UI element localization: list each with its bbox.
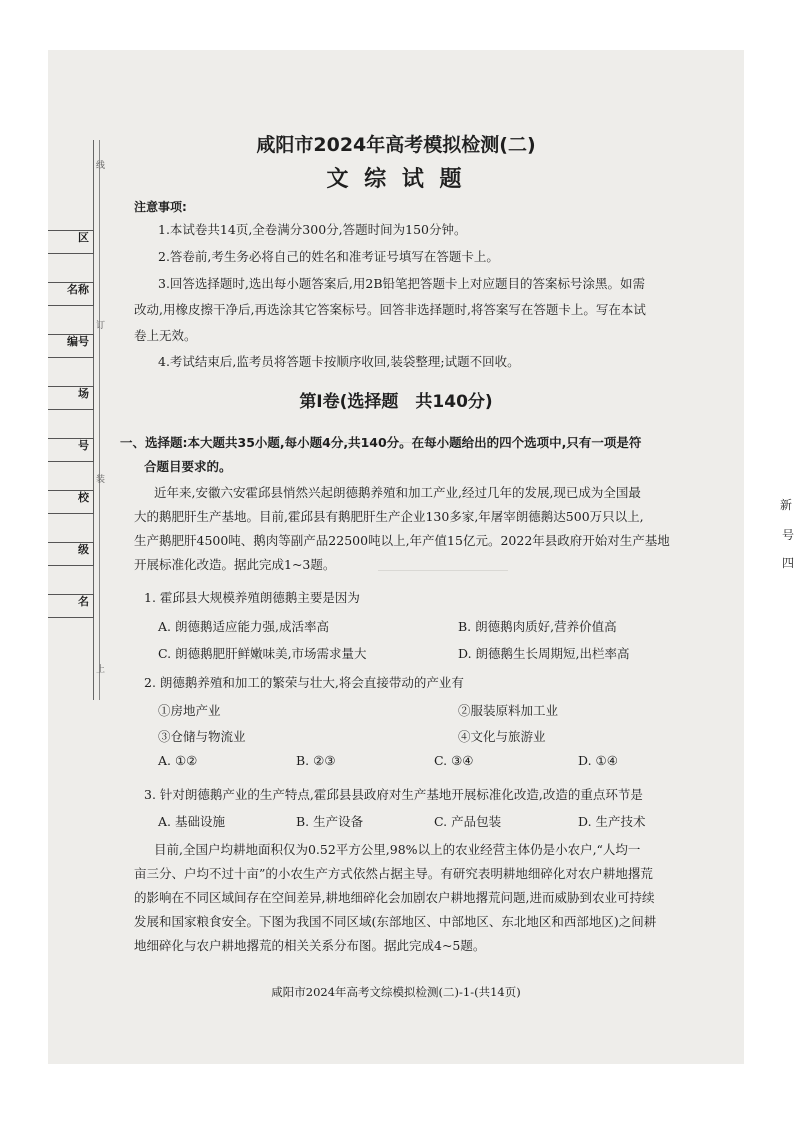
passage-line: 开展标准化改造。据此完成1~3题。	[134, 557, 336, 572]
passage-line: 生产鹅肥肝4500吨、鹅肉等副产品22500吨以上,年产值15亿元。2022年县政府开始对生产基地	[134, 533, 670, 548]
option-item: A. ①②	[158, 753, 198, 768]
edge-mark: 号	[782, 528, 794, 542]
passage-line: 地细碎化与农户耕地撂荒的相关关系分布图。据此完成4~5题。	[134, 938, 486, 953]
option-item: B. 朗德鹅肉质好,营养价值高	[458, 619, 617, 634]
passage-line: 目前,全国户均耕地面积仅为0.52平方公里,98%以上的农业经营主体仍是小农户,“人均一	[154, 842, 641, 857]
binding-label: 校	[48, 490, 94, 514]
option-item: A. 朗德鹅适应能力强,成活率高	[158, 619, 329, 634]
note-line: 1.本试卷共14页,全卷满分300分,答题时间为150分钟。	[158, 222, 467, 237]
option-item: D. 朗德鹅生长周期短,出栏率高	[458, 646, 630, 661]
passage-line: 的影响在不同区域间存在空间差异,耕地细碎化会加剧农户耕地撂荒问题,进而威胁到农业可持续	[134, 890, 655, 905]
question-stem: 2. 朗德鹅养殖和加工的繁荣与壮大,将会直接带动的产业有	[144, 675, 464, 690]
binding-mark: 订	[96, 321, 106, 331]
binding-line	[99, 140, 100, 700]
question-stem: 3. 针对朗德鹅产业的生产特点,霍邱县县政府对生产基地开展标准化改造,改造的重点环节是	[144, 787, 643, 802]
option-item: B. 生产设备	[296, 814, 364, 829]
note-line: 改动,用橡皮擦干净后,再选涂其它答案标号。回答非选择题时,将答案写在答题卡上。写在本试	[134, 302, 646, 317]
note-line: 4.考试结束后,监考员将答题卡按顺序收回,装袋整理;试题不回收。	[158, 354, 520, 369]
note-line: 卷上无效。	[134, 328, 197, 343]
binding-mark: 上	[96, 665, 106, 675]
passage-line: 亩三分、户均不过十亩”的小农生产方式依然占据主导。有研究表明耕地细碎化对农户耕地撂荒	[134, 866, 653, 881]
list-item: ②服装原料加工业	[458, 703, 559, 718]
option-item: D. ①④	[578, 753, 618, 768]
list-item: ①房地产业	[158, 703, 221, 718]
show-through-line	[378, 570, 508, 571]
passage-line: 大的鹅肥肝生产基地。目前,霍邱县有鹅肥肝生产企业130多家,年屠宰朗德鹅达500万只以上,	[134, 509, 644, 524]
page-title: 咸阳市2024年高考模拟检测(二)	[256, 134, 536, 156]
binding-label: 编号	[48, 334, 94, 358]
binding-label: 名称	[48, 282, 94, 306]
binding-label: 号	[48, 438, 94, 462]
list-item: ③仓储与物流业	[158, 729, 246, 744]
part-header-line: 合题目要求的。	[144, 459, 232, 474]
option-item: C. 产品包装	[434, 814, 502, 829]
binding-label: 级	[48, 542, 94, 566]
edge-mark: 四	[782, 556, 794, 570]
page-footer: 咸阳市2024年高考文综模拟检测(二)-1-(共14页)	[271, 985, 521, 999]
option-item: B. ②③	[296, 753, 336, 768]
option-item: D. 生产技术	[578, 814, 646, 829]
part-header-line: 一、选择题:本大题共35小题,每小题4分,共140分。在每小题给出的四个选项中,只有一项是符	[120, 435, 642, 450]
binding-label: 场	[48, 386, 94, 410]
page-subtitle: 文 综 试 题	[326, 167, 466, 192]
option-item: C. 朗德鹅肥肝鲜嫩味美,市场需求量大	[158, 646, 367, 661]
passage-line: 发展和国家粮食安全。下图为我国不同区域(东部地区、中部地区、东北地区和西部地区)之间耕	[134, 914, 657, 929]
binding-mark: 线	[96, 161, 106, 171]
option-item: A. 基础设施	[158, 814, 225, 829]
note-line: 2.答卷前,考生务必将自己的姓名和准考证号填写在答题卡上。	[158, 249, 499, 264]
exam-page	[48, 50, 744, 1064]
question-stem: 1. 霍邱县大规模养殖朗德鹅主要是因为	[144, 590, 360, 605]
binding-strip	[48, 230, 98, 700]
section-title: 第Ⅰ卷(选择题 共140分)	[299, 392, 493, 412]
notes-heading: 注意事项:	[134, 200, 187, 214]
list-item: ④文化与旅游业	[458, 729, 546, 744]
passage-line: 近年来,安徽六安霍邱县悄然兴起朗德鹅养殖和加工产业,经过几年的发展,现已成为全国最	[154, 485, 641, 500]
edge-mark: 新	[780, 498, 793, 512]
note-line: 3.回答选择题时,选出每小题答案后,用2B铅笔把答题卡上对应题目的答案标号涂黑。如需	[158, 276, 646, 291]
binding-mark: 装	[96, 475, 106, 485]
binding-label: 区	[48, 230, 94, 254]
binding-label: 名	[48, 594, 94, 618]
option-item: C. ③④	[434, 753, 474, 768]
